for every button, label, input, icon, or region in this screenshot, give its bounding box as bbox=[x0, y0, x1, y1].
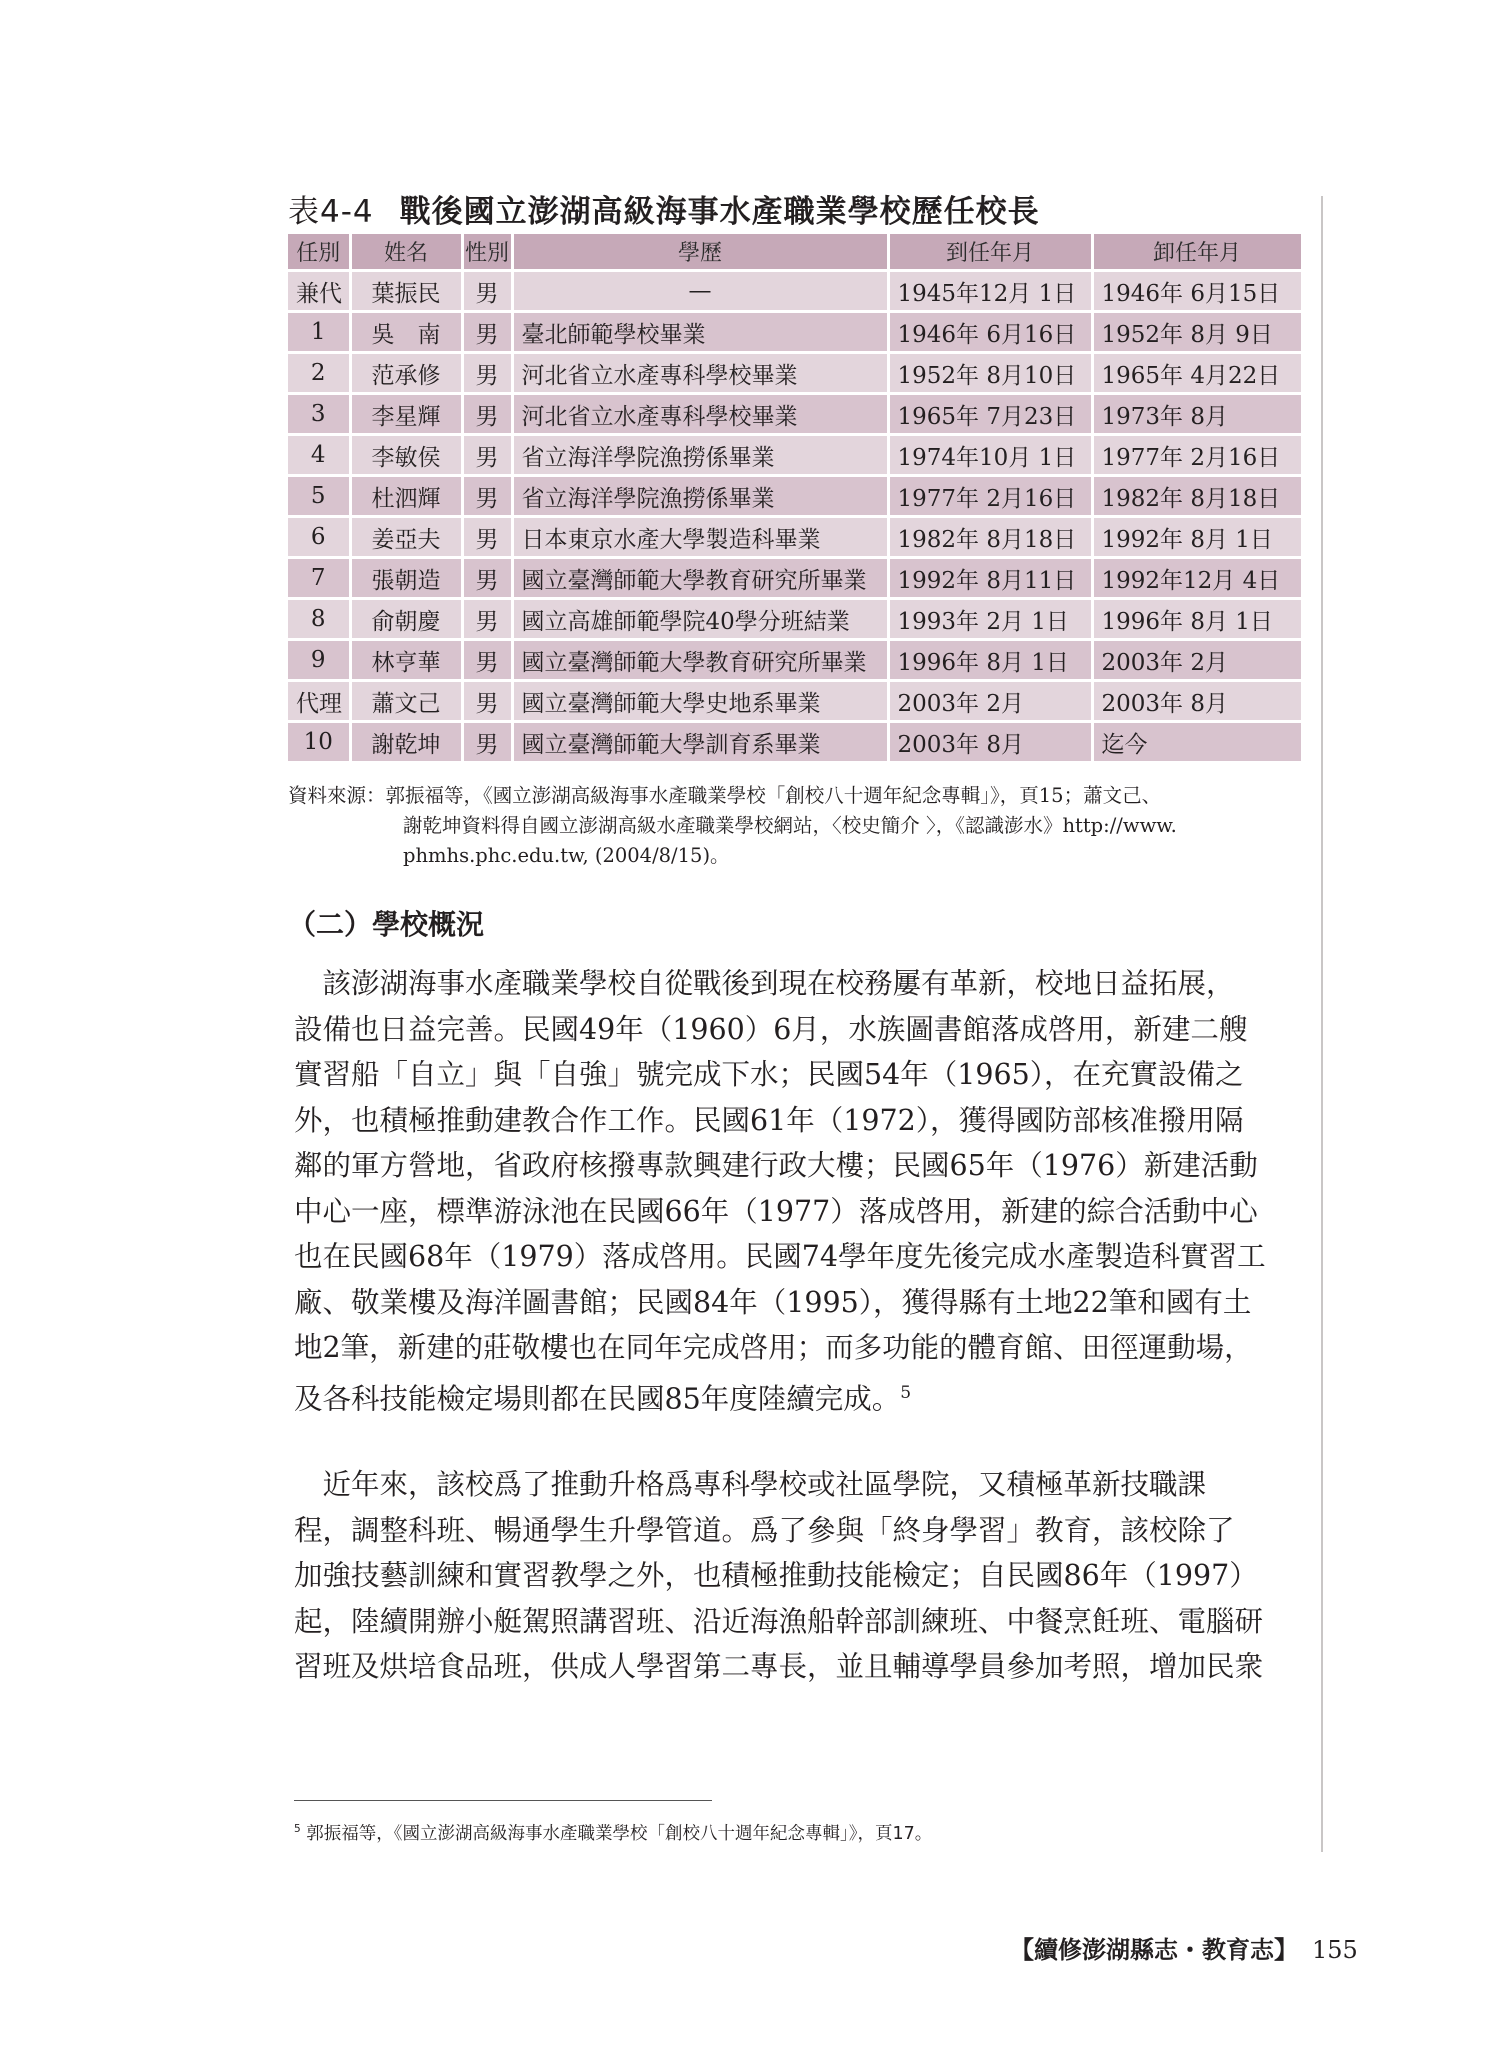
text-line: 加強技藝訓練和實習教學之外，也積極推動技能檢定；自民國86年（1997） bbox=[294, 1559, 1258, 1592]
cell-name: 吳 南 bbox=[350, 312, 462, 353]
table-caption bbox=[288, 186, 1040, 231]
text-line: 外，也積極推動建教合作工作。民國61年（1972），獲得國防部核准撥用隔 bbox=[294, 1103, 1244, 1137]
cell-end-date: 1982年 8月18日 bbox=[1092, 476, 1302, 517]
text-line: 該澎湖海事水產職業學校自從戰後到現在校務屢有革新，校地日益拓展， bbox=[294, 967, 1235, 1000]
table-source-note bbox=[288, 781, 1308, 871]
cell-education: 河北省立水產專科學校畢業 bbox=[512, 353, 888, 394]
cell-start-date: 1992年 8月11日 bbox=[888, 558, 1092, 599]
cell-start-date: 1952年 8月10日 bbox=[888, 353, 1092, 394]
cell-start-date: 1996年 8月 1日 bbox=[888, 640, 1092, 681]
table-number: 表4-4 bbox=[288, 194, 374, 230]
cell-start-date: 1945年12月 1日 bbox=[888, 271, 1092, 312]
cell-education: 省立海洋學院漁撈係畢業 bbox=[512, 435, 888, 476]
table-row bbox=[288, 681, 1302, 722]
running-footer bbox=[1010, 1930, 1358, 1965]
cell-name: 俞朝慶 bbox=[350, 599, 462, 640]
cell-term: 10 bbox=[288, 722, 350, 763]
cell-term: 6 bbox=[288, 517, 350, 558]
text-line-content: 及各科技能檢定場則都在民國85年度陸續完成。 bbox=[294, 1382, 901, 1415]
table-row bbox=[288, 271, 1302, 312]
footnote-number: 5 bbox=[294, 1823, 301, 1836]
footnote-text: 郭振福等，《國立澎湖高級海事水產職業學校「創校八十週年紀念專輯」》，頁17。 bbox=[306, 1824, 933, 1844]
cell-education: 臺北師範學校畢業 bbox=[512, 312, 888, 353]
cell-gender: 男 bbox=[462, 722, 512, 763]
cell-end-date: 1996年 8月 1日 bbox=[1092, 599, 1302, 640]
table-row bbox=[288, 476, 1302, 517]
page-number: 155 bbox=[1312, 1936, 1358, 1964]
cell-gender: 男 bbox=[462, 681, 512, 722]
cell-name: 姜亞夫 bbox=[350, 517, 462, 558]
cell-end-date: 1946年 6月15日 bbox=[1092, 271, 1302, 312]
footnote-reference[interactable]: 5 bbox=[900, 1382, 912, 1403]
cell-end-date: 1965年 4月22日 bbox=[1092, 353, 1302, 394]
cell-term: 1 bbox=[288, 312, 350, 353]
cell-name: 蕭文己 bbox=[350, 681, 462, 722]
principals-table bbox=[288, 234, 1304, 764]
cell-education: 國立臺灣師範大學史地系畢業 bbox=[512, 681, 888, 722]
text-line: 起，陸續開辦小艇駕照講習班、沿近海漁船幹部訓練班、中餐烹飪班、電腦研 bbox=[294, 1604, 1264, 1638]
table-row bbox=[288, 517, 1302, 558]
cell-education: 省立海洋學院漁撈係畢業 bbox=[512, 476, 888, 517]
cell-start-date: 1982年 8月18日 bbox=[888, 517, 1092, 558]
cell-end-date: 2003年 8月 bbox=[1092, 681, 1302, 722]
cell-end-date: 迄今 bbox=[1092, 722, 1302, 763]
cell-start-date: 1946年 6月16日 bbox=[888, 312, 1092, 353]
cell-term: 3 bbox=[288, 394, 350, 435]
cell-term: 2 bbox=[288, 353, 350, 394]
cell-end-date: 2003年 2月 bbox=[1092, 640, 1302, 681]
table-row bbox=[288, 435, 1302, 476]
footnote bbox=[294, 1820, 932, 1845]
cell-term: 9 bbox=[288, 640, 350, 681]
cell-education: — bbox=[512, 271, 888, 312]
cell-gender: 男 bbox=[462, 599, 512, 640]
cell-gender: 男 bbox=[462, 312, 512, 353]
header-name: 姓名 bbox=[350, 234, 462, 271]
margin-rule bbox=[1321, 196, 1323, 1852]
cell-start-date: 1965年 7月23日 bbox=[888, 394, 1092, 435]
header-start-date: 到任年月 bbox=[888, 234, 1092, 271]
cell-start-date: 1993年 2月 1日 bbox=[888, 599, 1092, 640]
cell-name: 李星輝 bbox=[350, 394, 462, 435]
cell-gender: 男 bbox=[462, 640, 512, 681]
cell-education: 國立臺灣師範大學教育研究所畢業 bbox=[512, 558, 888, 599]
cell-gender: 男 bbox=[462, 271, 512, 312]
text-line: 實習船「自立」與「自強」號完成下水；民國54年（1965），在充實設備之 bbox=[294, 1058, 1244, 1091]
cell-gender: 男 bbox=[462, 517, 512, 558]
table-row bbox=[288, 558, 1302, 599]
cell-term: 兼代 bbox=[288, 271, 350, 312]
cell-end-date: 1977年 2月16日 bbox=[1092, 435, 1302, 476]
table-header-row bbox=[288, 234, 1302, 271]
cell-name: 張朝造 bbox=[350, 558, 462, 599]
cell-gender: 男 bbox=[462, 353, 512, 394]
cell-term: 4 bbox=[288, 435, 350, 476]
cell-name: 謝乾坤 bbox=[350, 722, 462, 763]
cell-education: 國立臺灣師範大學訓育系畢業 bbox=[512, 722, 888, 763]
cell-end-date: 1992年 8月 1日 bbox=[1092, 517, 1302, 558]
text-line: 習班及烘培食品班，供成人學習第二專長，並且輔導學員參加考照，增加民衆 bbox=[294, 1650, 1264, 1683]
header-gender: 性別 bbox=[462, 234, 512, 271]
cell-end-date: 1973年 8月 bbox=[1092, 394, 1302, 435]
table-row bbox=[288, 353, 1302, 394]
cell-term: 7 bbox=[288, 558, 350, 599]
cell-end-date: 1952年 8月 9日 bbox=[1092, 312, 1302, 353]
section-heading: （二）學校概況 bbox=[288, 908, 485, 941]
table-row bbox=[288, 599, 1302, 640]
cell-education: 日本東京水產大學製造科畢業 bbox=[512, 517, 888, 558]
cell-start-date: 2003年 8月 bbox=[888, 722, 1092, 763]
text-line: 鄰的軍方營地，省政府核撥專款興建行政大樓；民國65年（1976）新建活動 bbox=[294, 1149, 1258, 1182]
cell-gender: 男 bbox=[462, 476, 512, 517]
header-education: 學歷 bbox=[512, 234, 888, 271]
cell-start-date: 2003年 2月 bbox=[888, 681, 1092, 722]
cell-gender: 男 bbox=[462, 558, 512, 599]
cell-name: 李敏侯 bbox=[350, 435, 462, 476]
source-line: 謝乾坤資料得自國立澎湖高級水產職業學校網站，〈校史簡介 〉，《認識澎水》http://www. bbox=[403, 814, 1177, 837]
cell-education: 河北省立水產專科學校畢業 bbox=[512, 394, 888, 435]
cell-term: 5 bbox=[288, 476, 350, 517]
cell-term: 8 bbox=[288, 599, 350, 640]
table-row bbox=[288, 312, 1302, 353]
text-line: 中心一座，標準游泳池在民國66年（1977）落成啓用，新建的綜合活動中心 bbox=[294, 1194, 1258, 1228]
cell-gender: 男 bbox=[462, 394, 512, 435]
cell-term: 代理 bbox=[288, 681, 350, 722]
book-title: 【續修澎湖縣志・教育志】 bbox=[1010, 1935, 1298, 1964]
source-line: 資料來源：郭振福等，《國立澎湖高級海事水產職業學校「創校八十週年紀念專輯」》，頁15；蕭文己、 bbox=[288, 784, 1162, 807]
header-term: 任別 bbox=[288, 234, 350, 271]
cell-education: 國立臺灣師範大學教育研究所畢業 bbox=[512, 640, 888, 681]
cell-education: 國立高雄師範學院40學分班結業 bbox=[512, 599, 888, 640]
text-line bbox=[294, 1371, 1310, 1417]
text-line: 地2筆，新建的莊敬樓也在同年完成啓用；而多功能的體育館、田徑運動場， bbox=[294, 1331, 1253, 1364]
text-line: 近年來，該校爲了推動升格爲專科學校或社區學院，又積極革新技職課 bbox=[294, 1468, 1207, 1501]
table-row bbox=[288, 722, 1302, 763]
cell-name: 葉振民 bbox=[350, 271, 462, 312]
table-row bbox=[288, 394, 1302, 435]
table-title: 戰後國立澎湖高級海事水產職業學校歷任校長 bbox=[399, 194, 1040, 230]
text-line: 廠、敬業樓及海洋圖書館；民國84年（1995），獲得縣有土地22筆和國有土 bbox=[294, 1285, 1252, 1319]
source-line: phmhs.phc.edu.tw, (2004/8/15)。 bbox=[403, 844, 730, 867]
text-line: 也在民國68年（1979）落成啓用。民國74學年度先後完成水產製造科實習工 bbox=[294, 1240, 1266, 1273]
header-end-date: 卸任年月 bbox=[1092, 234, 1302, 271]
table-row bbox=[288, 640, 1302, 681]
cell-name: 杜泗輝 bbox=[350, 476, 462, 517]
cell-start-date: 1977年 2月16日 bbox=[888, 476, 1092, 517]
cell-name: 林亨華 bbox=[350, 640, 462, 681]
cell-end-date: 1992年12月 4日 bbox=[1092, 558, 1302, 599]
cell-gender: 男 bbox=[462, 435, 512, 476]
cell-name: 范承修 bbox=[350, 353, 462, 394]
body-paragraph bbox=[294, 961, 1310, 1416]
body-paragraph bbox=[294, 1462, 1310, 1690]
cell-start-date: 1974年10月 1日 bbox=[888, 435, 1092, 476]
text-line: 程，調整科班、暢通學生升學管道。爲了參與「終身學習」教育，該校除了 bbox=[294, 1513, 1235, 1547]
footnote-divider bbox=[294, 1800, 712, 1801]
text-line: 設備也日益完善。民國49年（1960）6月，水族圖書館落成啓用，新建二艘 bbox=[294, 1012, 1248, 1046]
